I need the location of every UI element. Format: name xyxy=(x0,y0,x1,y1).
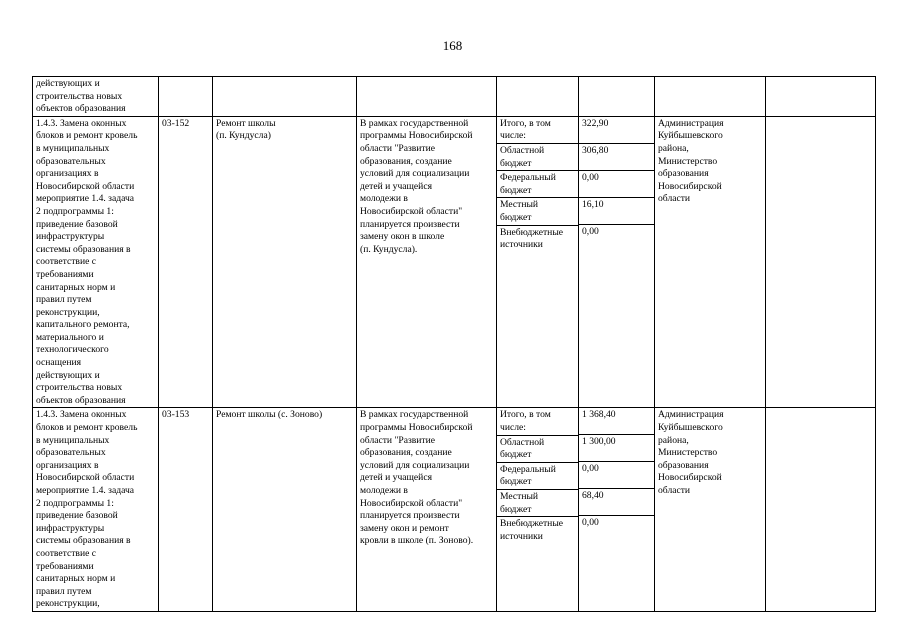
funding-source-cell xyxy=(497,116,579,408)
funding-amount: 322,90 xyxy=(579,117,654,144)
object-cell: Ремонт школы (с. Зоново) xyxy=(213,408,357,612)
description-cell: В рамках государственной программы Новосибирской области "Развитие образования, создание условий для социализации детей и учащейся молодежи в Новосибирской области" планируется произвести замену окон в школе (п. Кундусла). xyxy=(357,116,497,408)
funding-source: Местный бюджет xyxy=(497,490,578,517)
funding-amount: 0,00 xyxy=(582,517,599,529)
funding-amount: 1 368,40 xyxy=(579,408,654,435)
funding-amount: 0,00 xyxy=(582,225,599,237)
extra-cell xyxy=(766,77,876,117)
description-cell xyxy=(357,77,497,117)
funding-amount: 306,80 xyxy=(579,144,654,171)
funding-source: Федеральный бюджет xyxy=(497,463,578,490)
funding-amount: 16,10 xyxy=(579,198,654,225)
funding-source: Областной бюджет xyxy=(497,436,578,463)
funding-source: Местный бюджет xyxy=(497,198,578,225)
funding-source: Итого, в том числе: xyxy=(497,117,578,144)
executor-cell: Администрация Куйбышевского района, Министерство образования Новосибирской области xyxy=(655,408,766,612)
activity-name-cell: действующих и строительства новых объектов образования xyxy=(33,77,159,117)
executor-cell: Администрация Куйбышевского района, Министерство образования Новосибирской области xyxy=(655,116,766,408)
code-cell xyxy=(159,77,213,117)
page-number: 168 xyxy=(442,38,463,53)
extra-cell xyxy=(766,408,876,612)
funding-source: Областной бюджет xyxy=(497,144,578,171)
funding-source-cell xyxy=(497,408,579,612)
funding-source: Внебюджетные источники xyxy=(500,518,564,542)
description-cell: В рамках государственной программы Новосибирской области "Развитие образования, создание условий для социализации детей и учащейся молодежи в Новосибирской области" планируется произвести замену окон и ремонт кровли в школе (п. Зоново). xyxy=(357,408,497,612)
funding-amount: 68,40 xyxy=(579,489,654,516)
table-row xyxy=(33,408,876,612)
funding-source: Федеральный бюджет xyxy=(497,171,578,198)
funding-amount: 1 300,00 xyxy=(579,435,654,462)
program-table xyxy=(32,76,876,612)
funding-amount: 0,00 xyxy=(579,462,654,489)
activity-name-cell: 1.4.3. Замена оконных блоков и ремонт кровель в муниципальных образовательных организациях в Новосибирской области мероприятие 1.4. задача 2 подпрограммы 1: приведение базовой инфраструктуры системы образования в соответствие с требованиями санитарных норм и правил путем реконструкции, xyxy=(33,408,159,612)
table-row xyxy=(33,116,876,408)
funding-amount-cell xyxy=(579,77,655,117)
activity-name-cell: 1.4.3. Замена оконных блоков и ремонт кровель в муниципальных образовательных организациях в Новосибирской области мероприятие 1.4. задача 2 подпрограммы 1: приведение базовой инфраструктуры системы образования в соответствие с требованиями санитарных норм и правил путем реконструкции, капитального ремонта, материального и технологического оснащения действующих и строительства новых объектов образования xyxy=(33,116,159,408)
funding-amount-cell xyxy=(579,116,655,408)
funding-source: Внебюджетные источники xyxy=(500,226,564,251)
funding-source-cell xyxy=(497,77,579,117)
funding-amount-cell xyxy=(579,408,655,612)
object-cell xyxy=(213,77,357,117)
object-cell: Ремонт школы (п. Кундусла) xyxy=(213,116,357,408)
executor-cell xyxy=(655,77,766,117)
funding-amount: 0,00 xyxy=(579,171,654,198)
funding-source: Итого, в том числе: xyxy=(497,408,578,435)
extra-cell xyxy=(766,116,876,408)
code-cell: 03-152 xyxy=(159,116,213,408)
code-cell: 03-153 xyxy=(159,408,213,612)
table-row xyxy=(33,77,876,117)
